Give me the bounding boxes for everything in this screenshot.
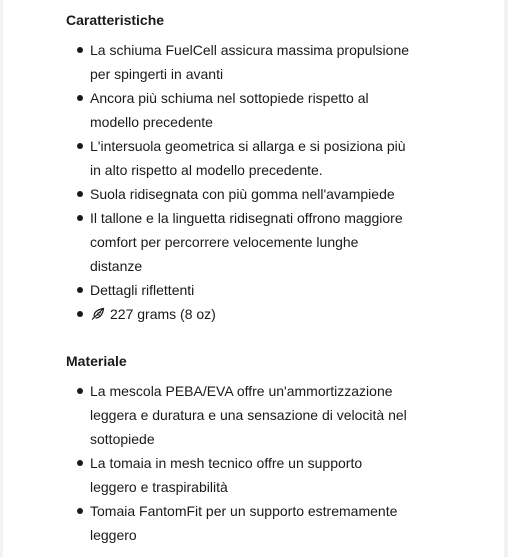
list-item-text: La tomaia in mesh tecnico offre un supporto leggero e traspirabilità (90, 455, 363, 495)
bullet-icon (77, 287, 83, 293)
list-item-text: La schiuma FuelCell assicura massima propulsione per spingerti in avanti (90, 42, 410, 82)
bullet-icon (77, 215, 83, 221)
list-item-text: Ancora più schiuma nel sottopiede rispetto al modello precedente (90, 90, 369, 130)
bullet-icon (77, 191, 83, 197)
bullet-icon (77, 508, 83, 514)
list-item-text: Il tallone e la linguetta ridisegnati offrono maggiore comfort per percorrere velocemente lunghe distanze (90, 210, 403, 274)
list-item (66, 182, 410, 206)
weight-item (66, 302, 410, 326)
list-item-text: Dettagli riflettenti (90, 282, 195, 298)
features-list (66, 38, 466, 326)
bullet-icon (77, 460, 83, 466)
list-item-text: La mescola PEBA/EVA offre un'ammortizzazione leggera e duratura e una sensazione di velocità nel sottopiede (90, 383, 407, 447)
list-item (66, 379, 410, 451)
list-item (66, 134, 410, 182)
list-item (66, 451, 410, 499)
list-item (66, 86, 410, 134)
list-item-text: L'intersuola geometrica si allarga e si posiziona più in alto rispetto al modello precedente. (90, 138, 406, 178)
list-item-text: Suola ridisegnata con più gomma nell'avampiede (90, 186, 395, 202)
bullet-icon (77, 47, 83, 53)
weight-text: 227 grams (8 oz) (110, 306, 216, 322)
list-item-text: Tomaia FantomFit per un supporto estremamente leggero (90, 503, 398, 543)
bullet-icon (77, 388, 83, 394)
bullet-icon (77, 311, 83, 317)
list-item (66, 499, 410, 547)
section-title-caratteristiche: Caratteristiche (66, 12, 165, 28)
right-scroll-track (504, 0, 508, 557)
materials-list (66, 379, 466, 547)
list-item (66, 278, 410, 302)
section-title-materiale: Materiale (66, 353, 127, 369)
feather-icon (90, 307, 106, 321)
left-divider (0, 0, 3, 557)
list-item (66, 206, 410, 278)
bullet-icon (77, 95, 83, 101)
bullet-icon (77, 143, 83, 149)
list-item (66, 38, 410, 86)
